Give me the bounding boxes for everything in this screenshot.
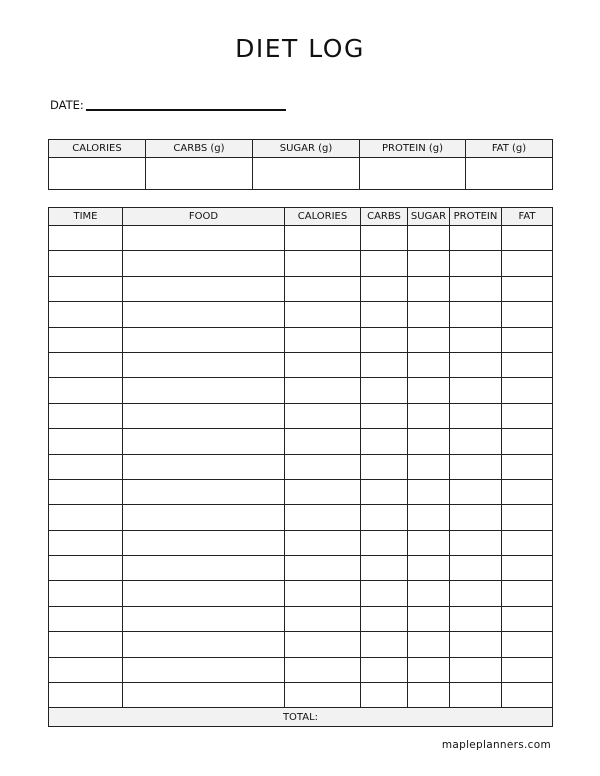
log-cell-time[interactable] xyxy=(49,683,123,708)
log-cell-sugar[interactable] xyxy=(408,378,450,403)
log-body xyxy=(49,226,553,727)
log-cell-food[interactable] xyxy=(123,429,285,454)
log-cell-calories[interactable] xyxy=(285,657,361,682)
log-cell-sugar[interactable] xyxy=(408,632,450,657)
log-cell-protein[interactable] xyxy=(450,683,502,708)
log-cell-carbs[interactable] xyxy=(361,403,408,428)
summary-header-protein: PROTEIN (g) xyxy=(360,140,466,158)
log-row xyxy=(49,327,553,352)
log-header-food: FOOD xyxy=(123,208,285,226)
log-cell-time[interactable] xyxy=(49,657,123,682)
log-cell-fat[interactable] xyxy=(502,403,553,428)
page-title: DIET LOG xyxy=(235,34,365,63)
log-cell-protein[interactable] xyxy=(450,530,502,555)
log-cell-protein[interactable] xyxy=(450,378,502,403)
log-cell-fat[interactable] xyxy=(502,276,553,301)
log-cell-calories[interactable] xyxy=(285,581,361,606)
log-cell-carbs[interactable] xyxy=(361,530,408,555)
log-cell-food[interactable] xyxy=(123,530,285,555)
summary-header-sugar: SUGAR (g) xyxy=(253,140,360,158)
log-cell-time[interactable] xyxy=(49,505,123,530)
log-cell-protein[interactable] xyxy=(450,276,502,301)
log-cell-time[interactable] xyxy=(49,403,123,428)
log-cell-sugar[interactable] xyxy=(408,683,450,708)
log-cell-sugar[interactable] xyxy=(408,556,450,581)
log-cell-time[interactable] xyxy=(49,632,123,657)
log-cell-food[interactable] xyxy=(123,276,285,301)
log-cell-food[interactable] xyxy=(123,302,285,327)
log-cell-fat[interactable] xyxy=(502,606,553,631)
summary-value-row xyxy=(49,158,553,190)
log-header-fat: FAT xyxy=(502,208,553,226)
log-cell-calories[interactable] xyxy=(285,226,361,251)
log-cell-sugar[interactable] xyxy=(408,581,450,606)
log-cell-protein[interactable] xyxy=(450,581,502,606)
log-cell-carbs[interactable] xyxy=(361,378,408,403)
log-cell-calories[interactable] xyxy=(285,454,361,479)
log-cell-food[interactable] xyxy=(123,505,285,530)
log-cell-fat[interactable] xyxy=(502,327,553,352)
log-cell-food[interactable] xyxy=(123,657,285,682)
log-cell-fat[interactable] xyxy=(502,226,553,251)
log-row xyxy=(49,302,553,327)
log-cell-carbs[interactable] xyxy=(361,479,408,504)
log-row xyxy=(49,378,553,403)
log-cell-sugar[interactable] xyxy=(408,226,450,251)
log-cell-time[interactable] xyxy=(49,226,123,251)
log-cell-sugar[interactable] xyxy=(408,302,450,327)
log-cell-carbs[interactable] xyxy=(361,581,408,606)
log-cell-calories[interactable] xyxy=(285,556,361,581)
log-cell-fat[interactable] xyxy=(502,657,553,682)
log-header-time: TIME xyxy=(49,208,123,226)
log-cell-time[interactable] xyxy=(49,581,123,606)
log-cell-carbs[interactable] xyxy=(361,276,408,301)
log-cell-calories[interactable] xyxy=(285,327,361,352)
log-cell-carbs[interactable] xyxy=(361,429,408,454)
log-header-calories: CALORIES xyxy=(285,208,361,226)
log-cell-sugar[interactable] xyxy=(408,479,450,504)
total-label: TOTAL: xyxy=(49,708,553,727)
log-cell-sugar[interactable] xyxy=(408,657,450,682)
log-cell-carbs[interactable] xyxy=(361,632,408,657)
log-header-row xyxy=(49,208,553,226)
log-cell-calories[interactable] xyxy=(285,606,361,631)
log-cell-food[interactable] xyxy=(123,251,285,276)
log-cell-sugar[interactable] xyxy=(408,251,450,276)
log-cell-calories[interactable] xyxy=(285,251,361,276)
log-row xyxy=(49,556,553,581)
date-row xyxy=(50,98,286,112)
daily-summary-table xyxy=(48,139,553,190)
log-cell-fat[interactable] xyxy=(502,479,553,504)
log-cell-protein[interactable] xyxy=(450,327,502,352)
log-row xyxy=(49,581,553,606)
log-cell-sugar[interactable] xyxy=(408,327,450,352)
log-cell-carbs[interactable] xyxy=(361,505,408,530)
log-row xyxy=(49,403,553,428)
log-cell-fat[interactable] xyxy=(502,352,553,377)
log-cell-time[interactable] xyxy=(49,606,123,631)
log-cell-carbs[interactable] xyxy=(361,302,408,327)
log-row xyxy=(49,429,553,454)
log-cell-food[interactable] xyxy=(123,226,285,251)
log-row xyxy=(49,226,553,251)
log-cell-calories[interactable] xyxy=(285,403,361,428)
log-cell-protein[interactable] xyxy=(450,302,502,327)
log-cell-calories[interactable] xyxy=(285,429,361,454)
log-cell-calories[interactable] xyxy=(285,479,361,504)
log-cell-carbs[interactable] xyxy=(361,454,408,479)
log-cell-protein[interactable] xyxy=(450,352,502,377)
log-cell-fat[interactable] xyxy=(502,378,553,403)
summary-fat-cell[interactable] xyxy=(466,158,553,190)
log-cell-time[interactable] xyxy=(49,251,123,276)
log-cell-food[interactable] xyxy=(123,479,285,504)
date-field[interactable] xyxy=(86,109,286,111)
log-cell-carbs[interactable] xyxy=(361,606,408,631)
log-cell-fat[interactable] xyxy=(502,454,553,479)
log-cell-time[interactable] xyxy=(49,479,123,504)
log-cell-food[interactable] xyxy=(123,581,285,606)
log-cell-protein[interactable] xyxy=(450,632,502,657)
summary-header-carbs: CARBS (g) xyxy=(146,140,253,158)
log-cell-fat[interactable] xyxy=(502,556,553,581)
log-row xyxy=(49,479,553,504)
log-row xyxy=(49,454,553,479)
log-cell-protein[interactable] xyxy=(450,403,502,428)
log-row xyxy=(49,505,553,530)
summary-header-row xyxy=(49,140,553,158)
log-cell-sugar[interactable] xyxy=(408,505,450,530)
log-cell-fat[interactable] xyxy=(502,581,553,606)
log-cell-fat[interactable] xyxy=(502,530,553,555)
log-row xyxy=(49,352,553,377)
log-cell-sugar[interactable] xyxy=(408,454,450,479)
log-cell-carbs[interactable] xyxy=(361,226,408,251)
log-cell-time[interactable] xyxy=(49,302,123,327)
log-cell-carbs[interactable] xyxy=(361,352,408,377)
log-cell-protein[interactable] xyxy=(450,606,502,631)
log-cell-fat[interactable] xyxy=(502,302,553,327)
log-cell-time[interactable] xyxy=(49,352,123,377)
log-cell-fat[interactable] xyxy=(502,251,553,276)
summary-protein-cell[interactable] xyxy=(360,158,466,190)
log-cell-calories[interactable] xyxy=(285,683,361,708)
log-cell-time[interactable] xyxy=(49,327,123,352)
log-cell-food[interactable] xyxy=(123,632,285,657)
log-cell-sugar[interactable] xyxy=(408,606,450,631)
log-cell-fat[interactable] xyxy=(502,505,553,530)
log-cell-calories[interactable] xyxy=(285,530,361,555)
log-cell-time[interactable] xyxy=(49,530,123,555)
summary-header-calories: CALORIES xyxy=(49,140,146,158)
log-cell-carbs[interactable] xyxy=(361,683,408,708)
log-cell-calories[interactable] xyxy=(285,505,361,530)
log-cell-calories[interactable] xyxy=(285,276,361,301)
log-cell-time[interactable] xyxy=(49,556,123,581)
log-cell-fat[interactable] xyxy=(502,683,553,708)
log-cell-food[interactable] xyxy=(123,683,285,708)
log-cell-protein[interactable] xyxy=(450,505,502,530)
summary-sugar-cell[interactable] xyxy=(253,158,360,190)
log-cell-time[interactable] xyxy=(49,429,123,454)
footer-website: mapleplanners.com xyxy=(441,739,551,751)
log-cell-time[interactable] xyxy=(49,454,123,479)
log-cell-sugar[interactable] xyxy=(408,403,450,428)
log-cell-carbs[interactable] xyxy=(361,657,408,682)
log-cell-calories[interactable] xyxy=(285,632,361,657)
log-cell-food[interactable] xyxy=(123,403,285,428)
log-cell-sugar[interactable] xyxy=(408,530,450,555)
log-row xyxy=(49,606,553,631)
log-header-protein: PROTEIN xyxy=(450,208,502,226)
log-cell-calories[interactable] xyxy=(285,378,361,403)
log-row xyxy=(49,632,553,657)
log-cell-time[interactable] xyxy=(49,378,123,403)
food-log-table xyxy=(48,207,553,727)
summary-header-fat: FAT (g) xyxy=(466,140,553,158)
log-header-sugar: SUGAR xyxy=(408,208,450,226)
log-cell-protein[interactable] xyxy=(450,429,502,454)
log-cell-time[interactable] xyxy=(49,276,123,301)
log-cell-food[interactable] xyxy=(123,352,285,377)
date-label: DATE: xyxy=(50,98,84,112)
log-row xyxy=(49,683,553,708)
log-row xyxy=(49,530,553,555)
log-cell-sugar[interactable] xyxy=(408,352,450,377)
log-cell-calories[interactable] xyxy=(285,352,361,377)
log-cell-sugar[interactable] xyxy=(408,429,450,454)
log-cell-fat[interactable] xyxy=(502,429,553,454)
log-cell-protein[interactable] xyxy=(450,657,502,682)
log-cell-protein[interactable] xyxy=(450,454,502,479)
log-cell-food[interactable] xyxy=(123,556,285,581)
log-row xyxy=(49,657,553,682)
log-cell-food[interactable] xyxy=(123,378,285,403)
log-cell-calories[interactable] xyxy=(285,302,361,327)
log-cell-food[interactable] xyxy=(123,327,285,352)
log-cell-food[interactable] xyxy=(123,454,285,479)
summary-carbs-cell[interactable] xyxy=(146,158,253,190)
log-cell-protein[interactable] xyxy=(450,556,502,581)
log-row xyxy=(49,276,553,301)
log-header-carbs: CARBS xyxy=(361,208,408,226)
log-row xyxy=(49,251,553,276)
log-cell-sugar[interactable] xyxy=(408,276,450,301)
log-cell-carbs[interactable] xyxy=(361,251,408,276)
log-cell-protein[interactable] xyxy=(450,479,502,504)
log-cell-food[interactable] xyxy=(123,606,285,631)
log-cell-carbs[interactable] xyxy=(361,327,408,352)
log-cell-protein[interactable] xyxy=(450,226,502,251)
log-cell-fat[interactable] xyxy=(502,632,553,657)
log-cell-protein[interactable] xyxy=(450,251,502,276)
summary-calories-cell[interactable] xyxy=(49,158,146,190)
log-cell-carbs[interactable] xyxy=(361,556,408,581)
total-row xyxy=(49,708,553,727)
